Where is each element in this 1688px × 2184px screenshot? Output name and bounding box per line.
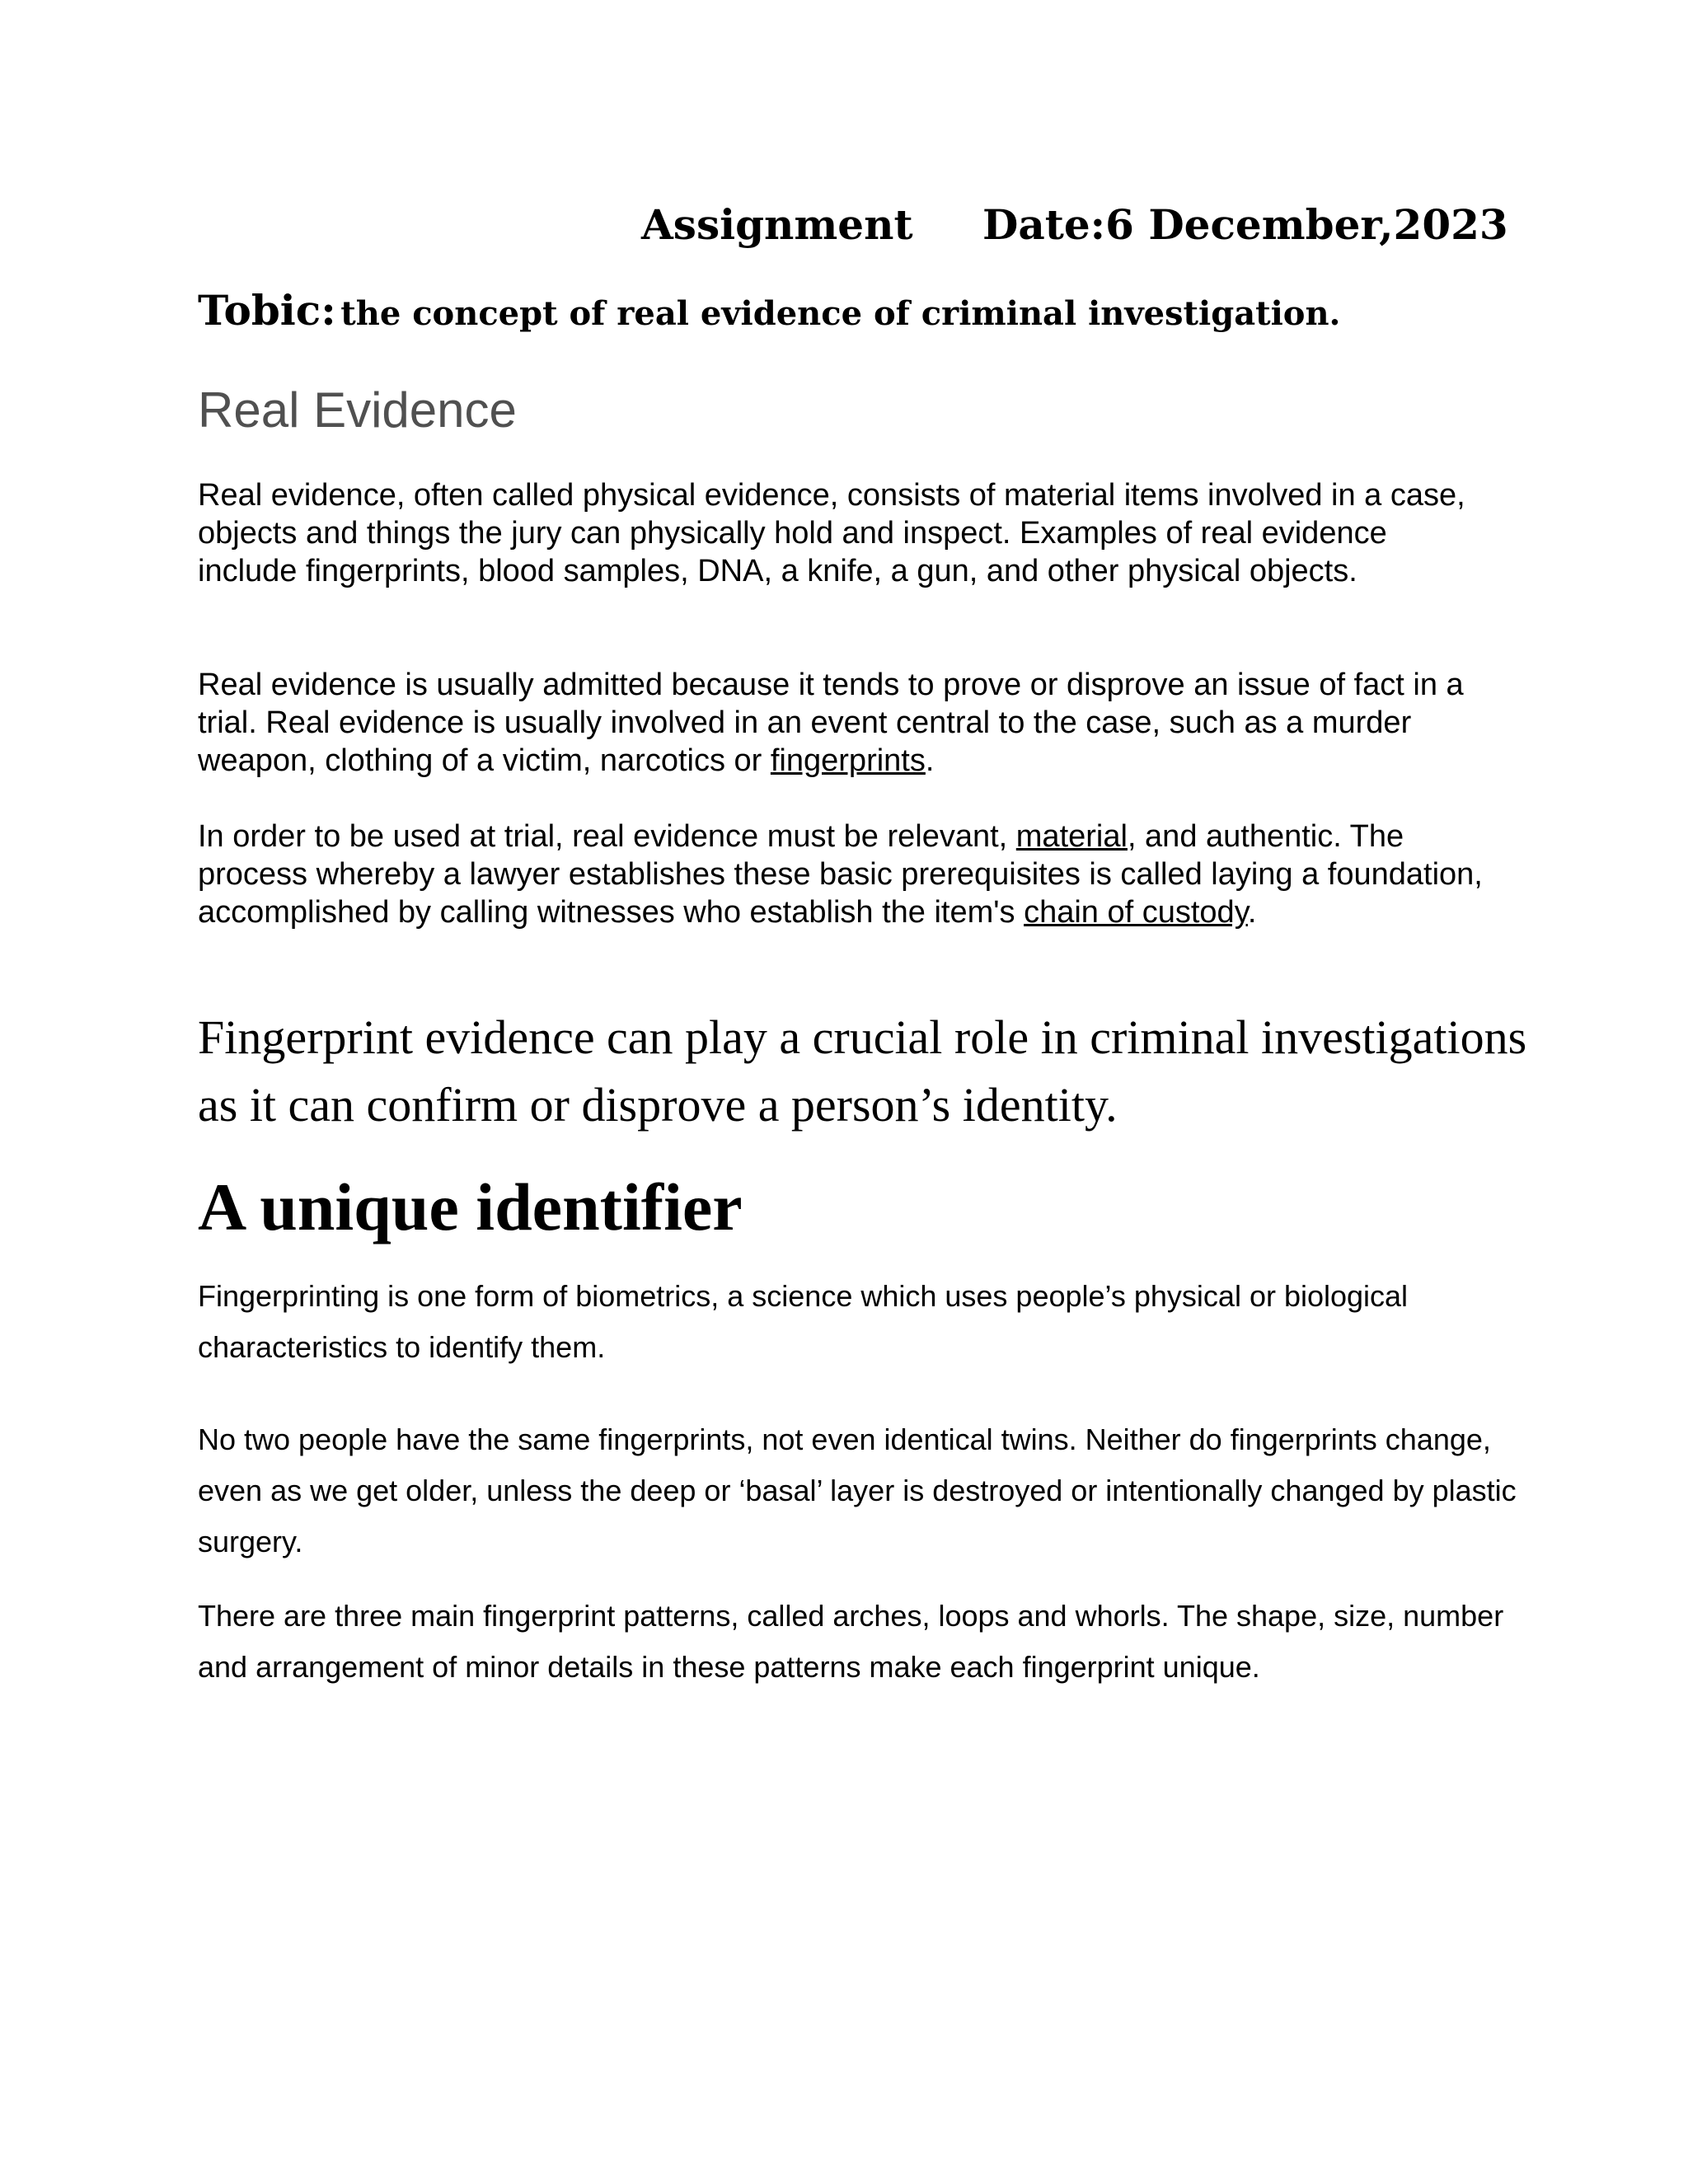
topic-text: the concept of real evidence of criminal investigation. [340, 294, 1341, 333]
paragraph-text: Real evidence is usually admitted because it tends to prove or disprove an issue of fact in a trial. Real evidence is usually involved in an event central to the case, such as a murder weapon, clothing of a victim, narcotics or [198, 668, 1464, 778]
paragraph-real-evidence-definition: Real evidence, often called physical evidence, consists of material items involved in a case, objects and things the jury can physically hold and inspect. Examples of real evidence include fingerprints, blood samples, DNA, a knife, a gun, and other physical objects. [198, 478, 1465, 588]
fingerprint-statement: Fingerprint evidence can play a crucial role in criminal investigations as it can confirm or disprove a person’s identity. [198, 1010, 1527, 1132]
topic-label: Tobic: [198, 286, 336, 335]
material-link[interactable]: material [1015, 819, 1128, 854]
paragraph-fingerprint-patterns: There are three main fingerprint patterns, called arches, loops and whorls. The shape, size, number and arrangement of minor details in these patterns make each fingerprint unique. [198, 1599, 1504, 1684]
section-heading-real-evidence: Real Evidence [198, 382, 517, 438]
paragraph-text: In order to be used at trial, real evidence must be relevant, [198, 819, 1016, 854]
paragraph-real-evidence-admission [198, 666, 1484, 780]
paragraph-real-evidence-foundation [198, 818, 1484, 931]
paragraph-end: . [925, 743, 935, 778]
chain-of-custody-link[interactable]: chain of custody [1024, 895, 1248, 930]
paragraph-biometrics: Fingerprinting is one form of biometrics, a science which uses people’s physical or biological characteristics to identify them. [198, 1279, 1409, 1364]
assignment-date: Date:6 December,2023 [982, 200, 1508, 249]
paragraph-no-two-people: No two people have the same fingerprints, not even identical twins. Neither do fingerprints change, even as we get older, unless the deep or ‘basal’ layer is destroyed or intentionally changed by plastic surgery. [198, 1422, 1517, 1558]
assignment-title: Assignment [641, 200, 913, 249]
paragraph-end: . [1247, 895, 1257, 930]
topic-line [198, 282, 1340, 343]
paragraph-text: , and authentic. The process whereby a lawyer establishes these basic prerequisites is called laying a foundation, accomplished by calling witnesses who establish the item's [198, 819, 1483, 930]
section-heading-unique-identifier: A unique identifier [198, 1169, 743, 1244]
fingerprints-link[interactable]: fingerprints [770, 743, 926, 778]
